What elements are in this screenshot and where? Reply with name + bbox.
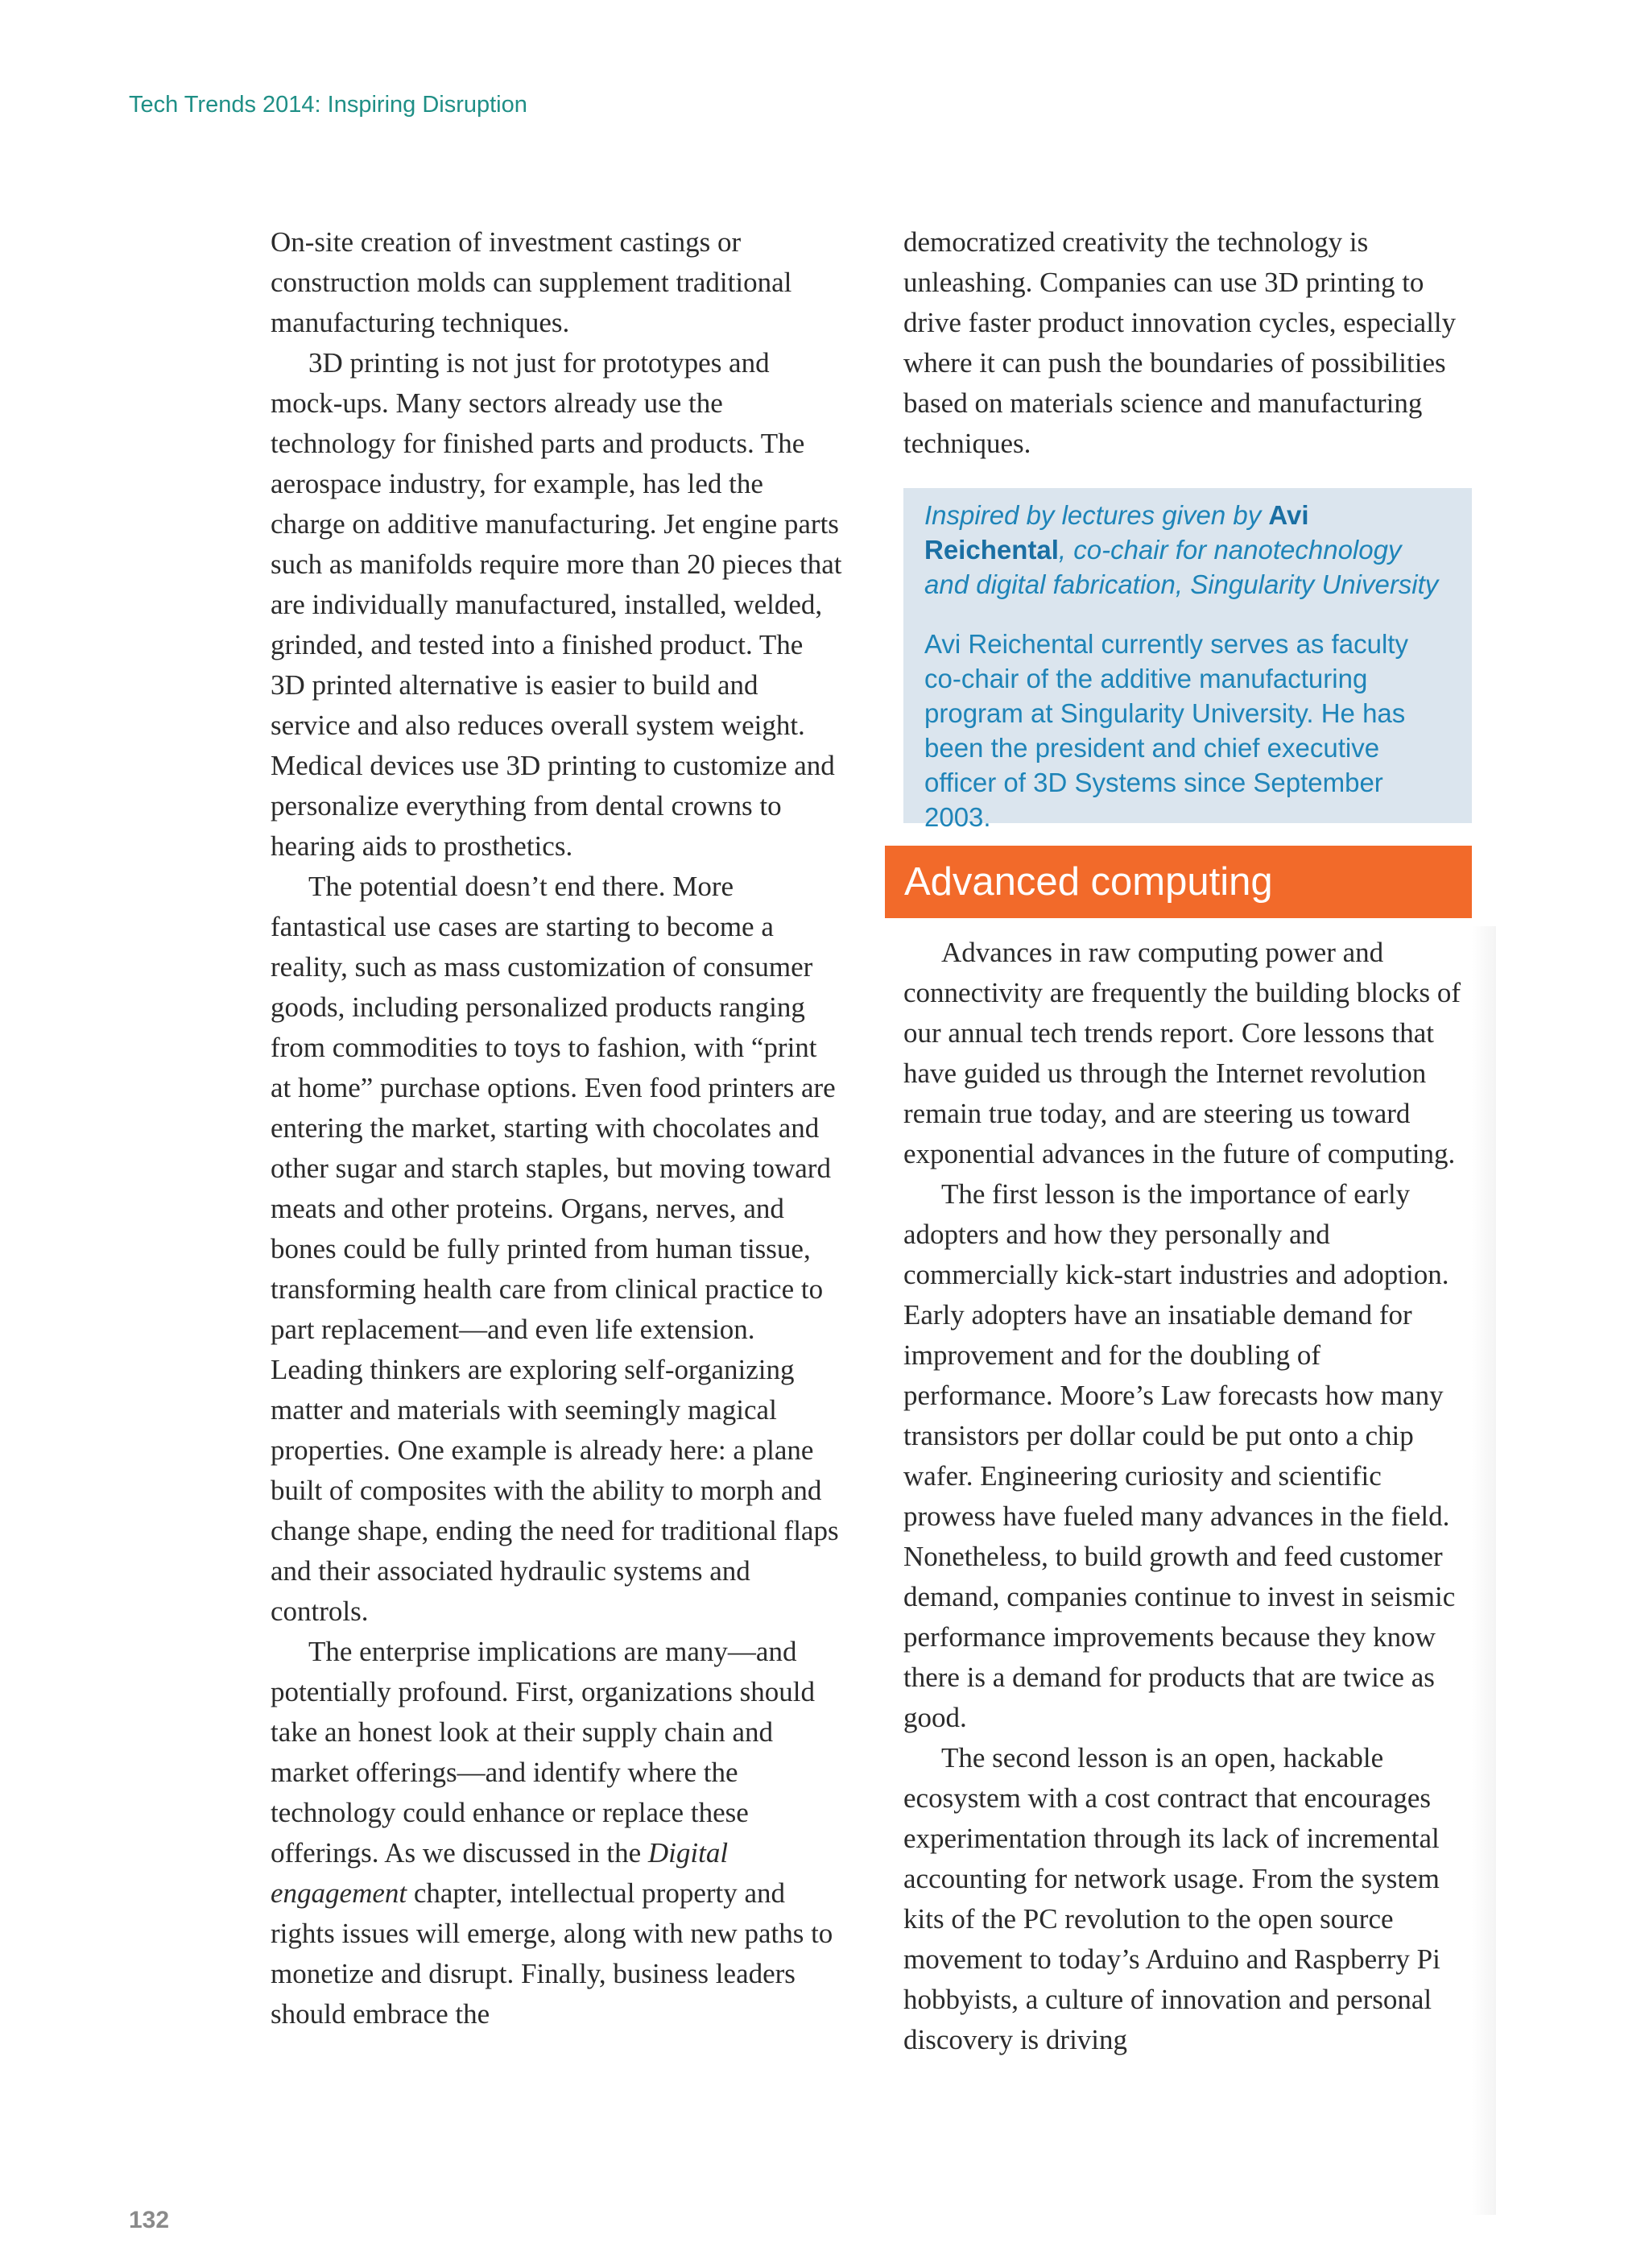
chapter-reference: Digital engagement (271, 1837, 729, 1909)
sidebar-attribution (924, 498, 1451, 602)
paragraph: The second lesson is an open, hackable ecosystem with a cost contract that encourages experimentation through its lack of incremental accounting for network usage. From the system kits of the PC revolution to the open source movement to today’s Arduino and Raspberry Pi hobbyists, a culture of innovation and personal discovery is driving (903, 1742, 1440, 2055)
left-column (271, 222, 844, 2034)
speaker-bio: Avi Reichental currently serves as faculty co-chair of the additive manufacturing program at Singularity University. He has been the president and chief executive officer of 3D Systems since September 2003. (924, 629, 1408, 832)
speaker-sidebar (903, 488, 1472, 832)
paragraph-text: chapter, intellectual property and rights issues will emerge, along with new paths to monetize and disrupt. Finally, business leaders should embrace the (271, 1877, 833, 2030)
paragraph: On-site creation of investment castings or construction molds can supplement traditional manufacturing techniques. (271, 226, 792, 338)
paragraph: The first lesson is the importance of early adopters and how they personally and commercially kick-start industries and adoption. Early adopters have an insatiable demand for improvement and for the doubling of performance. Moore’s Law forecasts how many transistors per dollar could be put onto a chip wafer. Engineering curiosity and scientific prowess have fueled many advances in the field. Nonetheless, to build growth and feed customer demand, companies continue to invest in seismic performance improvements because they know there is a demand for products that are twice as good. (903, 1178, 1456, 1733)
paragraph: democratized creativity the technology is unleashing. Companies can use 3D printing to drive faster product innovation cycles, especially where it can push the boundaries of possibilities based on materials science and manufacturing techniques. (903, 226, 1457, 459)
page-number: 132 (129, 2207, 170, 2233)
section-heading: Advanced computing (885, 846, 1472, 918)
right-column-bottom (903, 933, 1477, 2060)
attribution-suffix: , co-chair for nanotechnology and digital fabrication, Singularity University (924, 535, 1439, 599)
speaker-name: Avi Reichental (924, 500, 1309, 565)
paragraph (271, 1632, 844, 2034)
right-column-top (903, 222, 1477, 464)
paragraph: 3D printing is not just for prototypes and mock-ups. Many sectors already use the technology for finished parts and products. The aerospace industry, for example, has led the charge on additive manufacturing. Jet engine parts such as manifolds require more than 20 pieces that are individually manufactured, installed, welded, grinded, and tested into a finished product. The 3D printed alternative is easier to build and service and also reduces overall system weight. Medical devices use 3D printing to customize and personalize everything from dental crowns to hearing aids to prosthetics. (271, 347, 842, 862)
running-header: Tech Trends 2014: Inspiring Disruption (129, 92, 527, 118)
paragraph: The potential doesn’t end there. More fantastical use cases are starting to become a reality, such as mass customization of consumer goods, including personalized products ranging from commodities to toys to fashion, with “print at home” purchase options. Even food printers are entering the market, starting with chocolates and other sugar and starch staples, but moving toward meats and other proteins. Organs, nerves, and bones could be fully printed from human tissue, transforming health care from clinical practice to part replacement—and even life extension. Leading thinkers are exploring self-organizing matter and materials with seemingly magical properties. One example is already here: a plane built of composites with the ability to morph and change shape, ending the need for traditional flaps and their associated hydraulic systems and controls. (271, 871, 839, 1627)
paragraph-text: The enterprise implications are many—and potentially profound. First, organizations should take an honest look at their supply chain and market offerings—and identify where the technology could enhance or replace these offerings. As we discussed in the (271, 1636, 815, 1869)
attribution-prefix: Inspired by lectures given by (924, 500, 1269, 530)
paragraph: Advances in raw computing power and connectivity are frequently the building blocks of our annual tech trends report. Core lessons that have guided us through the Internet revolution remain true today, and are steering us toward exponential advances in the future of computing. (903, 937, 1461, 1169)
